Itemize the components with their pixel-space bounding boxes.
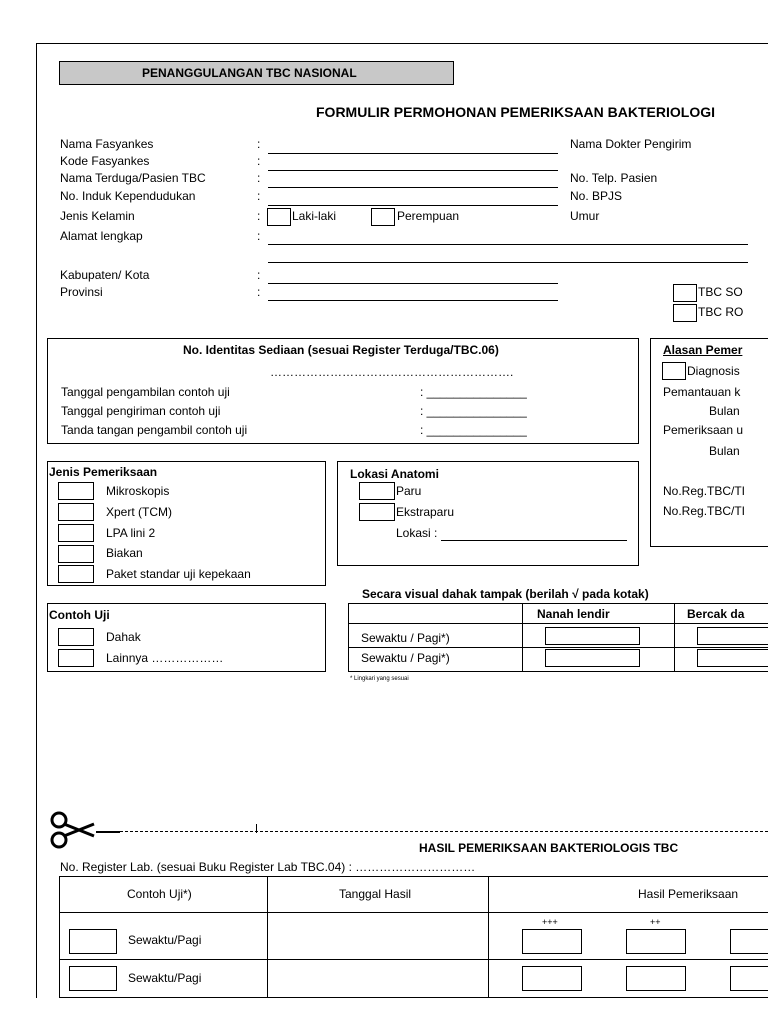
form-title: FORMULIR PERMOHONAN PEMERIKSAAN BAKTERIOLOGI	[316, 104, 715, 120]
colon: :	[257, 268, 261, 282]
label-umur: Umur	[570, 209, 600, 223]
sediaan-title: No. Identitas Sediaan (sesuai Register Terduga/TBC.06)	[183, 343, 499, 357]
program-title-box	[59, 61, 454, 85]
sediaan-box	[47, 338, 639, 444]
bulan-label-1: Bulan	[709, 404, 740, 418]
tgl-ambil-field[interactable]: : _______________	[420, 385, 527, 399]
dahak-checkbox[interactable]	[58, 628, 94, 646]
lokasi-field[interactable]	[441, 540, 627, 541]
label-kabupaten: Kabupaten/ Kota	[60, 268, 150, 282]
alamat-field-1[interactable]	[268, 244, 748, 245]
hasil-row2-checkbox[interactable]	[69, 966, 117, 991]
hasil-col-contoh: Contoh Uji*)	[127, 887, 192, 901]
visual-header-line	[348, 623, 768, 624]
colon: :	[257, 154, 261, 168]
biakan-checkbox[interactable]	[58, 545, 94, 563]
label-jenis-kelamin: Jenis Kelamin	[60, 209, 135, 223]
hasil-title: HASIL PEMERIKSAAN BAKTERIOLOGIS TBC	[419, 841, 679, 855]
cut-line-dashed	[120, 831, 768, 832]
hasil-row1-label: Sewaktu/Pagi	[128, 933, 202, 947]
bercak-header: Bercak da	[687, 607, 745, 621]
nama-fasyankes-field[interactable]	[268, 153, 558, 154]
scissors-icon	[48, 810, 96, 850]
program-title: PENANGGULANGAN TBC NASIONAL	[142, 66, 357, 80]
colon: :	[257, 209, 261, 223]
alasan-title: Alasan Pemer	[663, 343, 743, 357]
diagnosis-label: Diagnosis	[687, 364, 740, 378]
lpa-label: LPA lini 2	[106, 526, 156, 540]
pemeriksaan-label: Pemeriksaan u	[663, 423, 744, 437]
paket-label: Paket standar uji kepekaan	[106, 567, 251, 581]
hasil-row2-label: Sewaktu/Pagi	[128, 971, 202, 985]
paru-checkbox[interactable]	[359, 482, 395, 500]
hasil-noreg[interactable]: No. Register Lab. (sesuai Buku Register Lab TBC.04) : …………………………	[60, 860, 476, 874]
hasil-row-line	[59, 959, 768, 960]
pemantauan-label: Pemantauan k	[663, 385, 741, 399]
page-left-border	[36, 43, 37, 998]
plus2-checkbox-row2[interactable]	[626, 966, 686, 991]
contoh-uji-title: Contoh Uji	[49, 608, 110, 622]
lokasi-label: Lokasi :	[396, 526, 438, 540]
plus3-checkbox[interactable]	[522, 929, 582, 954]
colon: :	[257, 189, 261, 203]
tgl-kirim-field[interactable]: : _______________	[420, 404, 527, 418]
kode-fasyankes-field[interactable]	[268, 170, 558, 171]
label-alamat: Alamat lengkap	[60, 229, 143, 243]
paru-label: Paru	[396, 484, 422, 498]
tgl-ambil-label: Tanggal pengambilan contoh uji	[61, 385, 230, 399]
paket-checkbox[interactable]	[58, 565, 94, 583]
lpa-checkbox[interactable]	[58, 524, 94, 542]
cut-line-solid	[96, 831, 120, 833]
xpert-checkbox[interactable]	[58, 503, 94, 521]
bercak-checkbox-1[interactable]	[697, 627, 768, 645]
nanah-checkbox-1[interactable]	[545, 627, 640, 645]
plus3-label: +++	[542, 917, 558, 927]
visual-title: Secara visual dahak tampak (berilah √ pada kotak)	[362, 587, 649, 601]
visual-row2-label: Sewaktu / Pagi*)	[361, 651, 450, 665]
perempuan-checkbox[interactable]	[371, 208, 395, 226]
biakan-label: Biakan	[106, 546, 143, 560]
dahak-label: Dahak	[106, 630, 141, 644]
visual-footnote: * Lingkari yang sesuai	[350, 676, 409, 682]
visual-row1-label: Sewaktu / Pagi*)	[361, 631, 450, 645]
label-kode-fasyankes: Kode Fasyankes	[60, 154, 150, 168]
nik-field[interactable]	[268, 205, 558, 206]
colon: :	[257, 285, 261, 299]
lokasi-title: Lokasi Anatomi	[350, 467, 439, 481]
hasil-col-hasil: Hasil Pemeriksaan	[638, 887, 739, 901]
noreg-label-2: No.Reg.TBC/TI	[663, 504, 746, 518]
hasil-col-line-2	[488, 876, 489, 998]
label-nama-pasien: Nama Terduga/Pasien TBC	[60, 171, 206, 185]
label-nama-fasyankes: Nama Fasyankes	[60, 137, 154, 151]
mikroskopis-checkbox[interactable]	[58, 482, 94, 500]
mikroskopis-label: Mikroskopis	[106, 484, 170, 498]
lainnya-checkbox[interactable]	[58, 649, 94, 667]
ekstraparu-checkbox[interactable]	[359, 503, 395, 521]
hasil-col-line-1	[267, 876, 268, 998]
page-top-border	[36, 43, 768, 44]
nanah-lendir-header: Nanah lendir	[537, 607, 610, 621]
lainnya-label: Lainnya ………………	[106, 651, 224, 665]
nama-pasien-field[interactable]	[268, 187, 558, 188]
label-provinsi: Provinsi	[60, 285, 103, 299]
xpert-label: Xpert (TCM)	[106, 505, 172, 519]
colon: :	[257, 137, 261, 151]
nanah-checkbox-2[interactable]	[545, 649, 640, 667]
laki-label: Laki-laki	[292, 209, 337, 223]
hasil-row1-checkbox[interactable]	[69, 929, 117, 954]
label-telp: No. Telp. Pasien	[570, 171, 658, 185]
bercak-checkbox-2[interactable]	[697, 649, 768, 667]
ttd-field[interactable]: : _______________	[420, 423, 527, 437]
label-bpjs: No. BPJS	[570, 189, 623, 203]
plus1-checkbox[interactable]	[730, 929, 768, 954]
visual-col-line-2	[674, 603, 675, 672]
tbc-ro-checkbox[interactable]	[673, 304, 697, 322]
colon: :	[257, 171, 261, 185]
bulan-label-2: Bulan	[709, 444, 740, 458]
ttd-label: Tanda tangan pengambil contoh uji	[61, 423, 248, 437]
visual-row-line	[348, 647, 768, 648]
hasil-header-line	[59, 912, 768, 913]
label-nama-dokter: Nama Dokter Pengirim	[570, 137, 692, 151]
plus2-label: ++	[650, 917, 661, 927]
ekstraparu-label: Ekstraparu	[396, 505, 455, 519]
tbc-so-label: TBC SO	[698, 285, 743, 299]
alamat-field-2[interactable]	[268, 262, 748, 263]
plus3-checkbox-row2[interactable]	[522, 966, 582, 991]
colon: :	[257, 229, 261, 243]
tbc-ro-label: TBC RO	[698, 305, 744, 319]
visual-col-line-1	[522, 603, 523, 672]
plus2-checkbox[interactable]	[626, 929, 686, 954]
laki-checkbox[interactable]	[267, 208, 291, 226]
hasil-col-tanggal: Tanggal Hasil	[339, 887, 412, 901]
tbc-so-checkbox[interactable]	[673, 284, 697, 302]
sediaan-number-field[interactable]: …………………………………………………….	[270, 365, 514, 379]
cut-line-tick	[256, 824, 257, 833]
provinsi-field[interactable]	[268, 300, 558, 301]
noreg-label-1: No.Reg.TBC/TI	[663, 484, 746, 498]
jenis-pemeriksaan-title: Jenis Pemeriksaan	[49, 465, 158, 479]
plus1-checkbox-row2[interactable]	[730, 966, 768, 991]
kabupaten-field[interactable]	[268, 283, 558, 284]
diagnosis-checkbox[interactable]	[662, 362, 686, 380]
tgl-kirim-label: Tanggal pengiriman contoh uji	[61, 404, 221, 418]
perempuan-label: Perempuan	[397, 209, 460, 223]
label-nik: No. Induk Kependudukan	[60, 189, 196, 203]
